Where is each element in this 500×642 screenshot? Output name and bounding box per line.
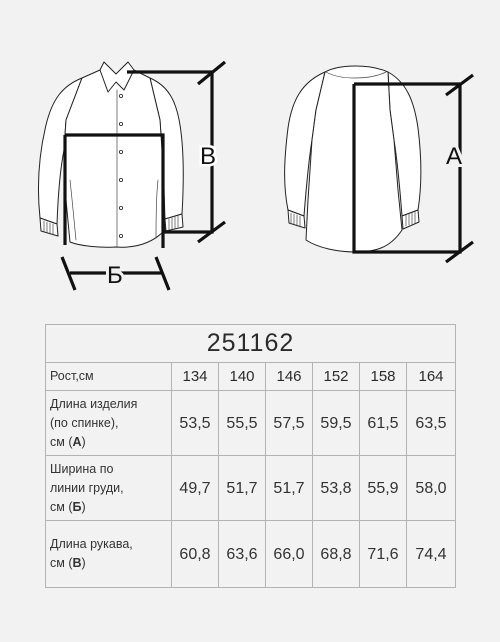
article-number: 251162 — [46, 325, 456, 363]
label-a: А — [446, 143, 463, 170]
size-header: 158 — [360, 363, 407, 391]
value-cell: 74,4 — [407, 521, 456, 588]
value-cell: 51,7 — [266, 456, 313, 521]
value-cell: 71,6 — [360, 521, 407, 588]
value-cell: 59,5 — [313, 391, 360, 456]
value-cell: 63,5 — [407, 391, 456, 456]
value-cell: 55,9 — [360, 456, 407, 521]
value-cell: 49,7 — [172, 456, 219, 521]
value-cell: 66,0 — [266, 521, 313, 588]
table-row — [46, 456, 456, 521]
label-v: В — [200, 143, 217, 170]
value-cell: 51,7 — [219, 456, 266, 521]
size-header: 164 — [407, 363, 456, 391]
value-cell: 53,5 — [172, 391, 219, 456]
value-cell: 63,6 — [219, 521, 266, 588]
row-label-length: Длина изделия (по спинке), см (А) — [46, 391, 172, 456]
row-label-chest: Ширина по линии груди, см (Б) — [46, 456, 172, 521]
value-cell: 57,5 — [266, 391, 313, 456]
size-header: 146 — [266, 363, 313, 391]
garment-measurement-diagram — [0, 0, 500, 310]
table-row — [46, 391, 456, 456]
value-cell: 68,8 — [313, 521, 360, 588]
row-label-sleeve: Длина рукава, см (В) — [46, 521, 172, 588]
label-b: Б — [107, 262, 123, 289]
value-cell: 55,5 — [219, 391, 266, 456]
height-header: Рост,см — [46, 363, 172, 391]
size-header: 152 — [313, 363, 360, 391]
size-header: 140 — [219, 363, 266, 391]
value-cell: 58,0 — [407, 456, 456, 521]
table-row — [46, 521, 456, 588]
size-table — [45, 324, 456, 588]
value-cell: 60,8 — [172, 521, 219, 588]
value-cell: 53,8 — [313, 456, 360, 521]
size-header: 134 — [172, 363, 219, 391]
value-cell: 61,5 — [360, 391, 407, 456]
